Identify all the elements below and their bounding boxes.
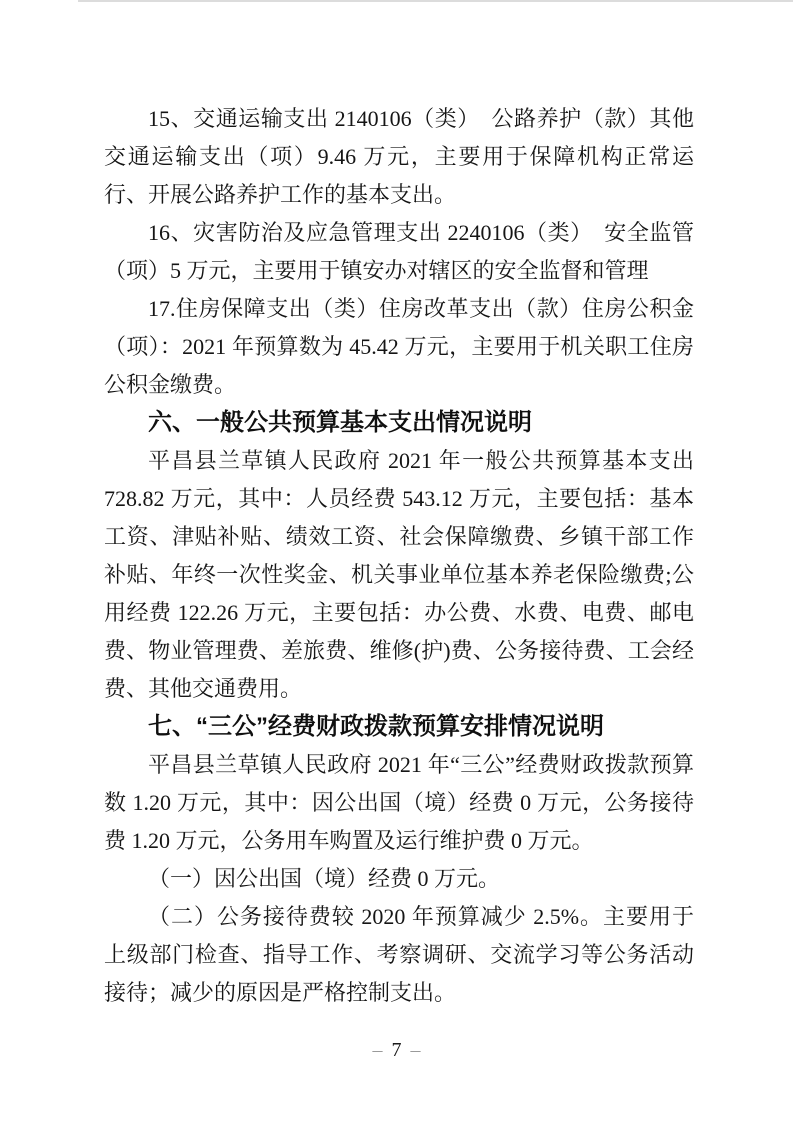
paragraph-three-public-funds-detail: 平昌县兰草镇人民政府 2021 年“三公”经费财政拨款预算数 1.20 万元，其中：因公出国（境）经费 0 万元，公务接待费 1.20 万元，公务用车购置及运行维护费 0 万元。 — [104, 752, 694, 853]
paragraph-subitem-two-official-reception: （二）公务接待费较 2020 年预算减少 2.5%。主要用于上级部门检查、指导工作、考察调研、交流学习等公务活动接待；减少的原因是严格控制支出。 — [104, 904, 694, 1005]
paragraph-item-16-disaster-emergency: 16、灾害防治及应急管理支出 2240106（类） 安全监管（项）5 万元，主要用于镇安办对辖区的安全监督和管理 — [104, 220, 694, 283]
footer-right-dash: – — [410, 1039, 421, 1061]
paragraph-item-15-transport-expenditure: 15、交通运输支出 2140106（类） 公路养护（款）其他交通运输支出（项）9.46 万元，主要用于保障机构正常运行、开展公路养护工作的基本支出。 — [104, 106, 694, 207]
paragraph-item-17-housing-security: 17.住房保障支出（类）住房改革支出（款）住房公积金（项）：2021 年预算数为 45.42 万元，主要用于机关职工住房公积金缴费。 — [104, 296, 694, 397]
section-heading-seven-three-public-funds: 七、“三公”经费财政拨款预算安排情况说明 — [148, 713, 604, 740]
page-footer — [0, 1039, 793, 1062]
document-body — [104, 100, 694, 1012]
paragraph-subitem-one-overseas-trips: （一）因公出国（境）经费 0 万元。 — [148, 866, 501, 891]
scan-artifact-line — [78, 0, 793, 2]
page-number: 7 — [391, 1039, 402, 1061]
paragraph-basic-expenditure-detail: 平昌县兰草镇人民政府 2021 年一般公共预算基本支出 728.82 万元，其中：人员经费 543.12 万元，主要包括：基本工资、津贴补贴、绩效工资、社会保障缴费、乡镇干部工作补贴、年终一次性奖金、机关事业单位基本养老保险缴费;公用经费 122.26 万元，主要包括：办公费、水费、电费、邮电费、物业管理费、差旅费、维修(护)费、公务接待费、工会经费、其他交通费用。 — [104, 448, 694, 701]
footer-left-dash: – — [372, 1039, 383, 1061]
section-heading-six-basic-expenditure: 六、一般公共预算基本支出情况说明 — [148, 409, 532, 436]
